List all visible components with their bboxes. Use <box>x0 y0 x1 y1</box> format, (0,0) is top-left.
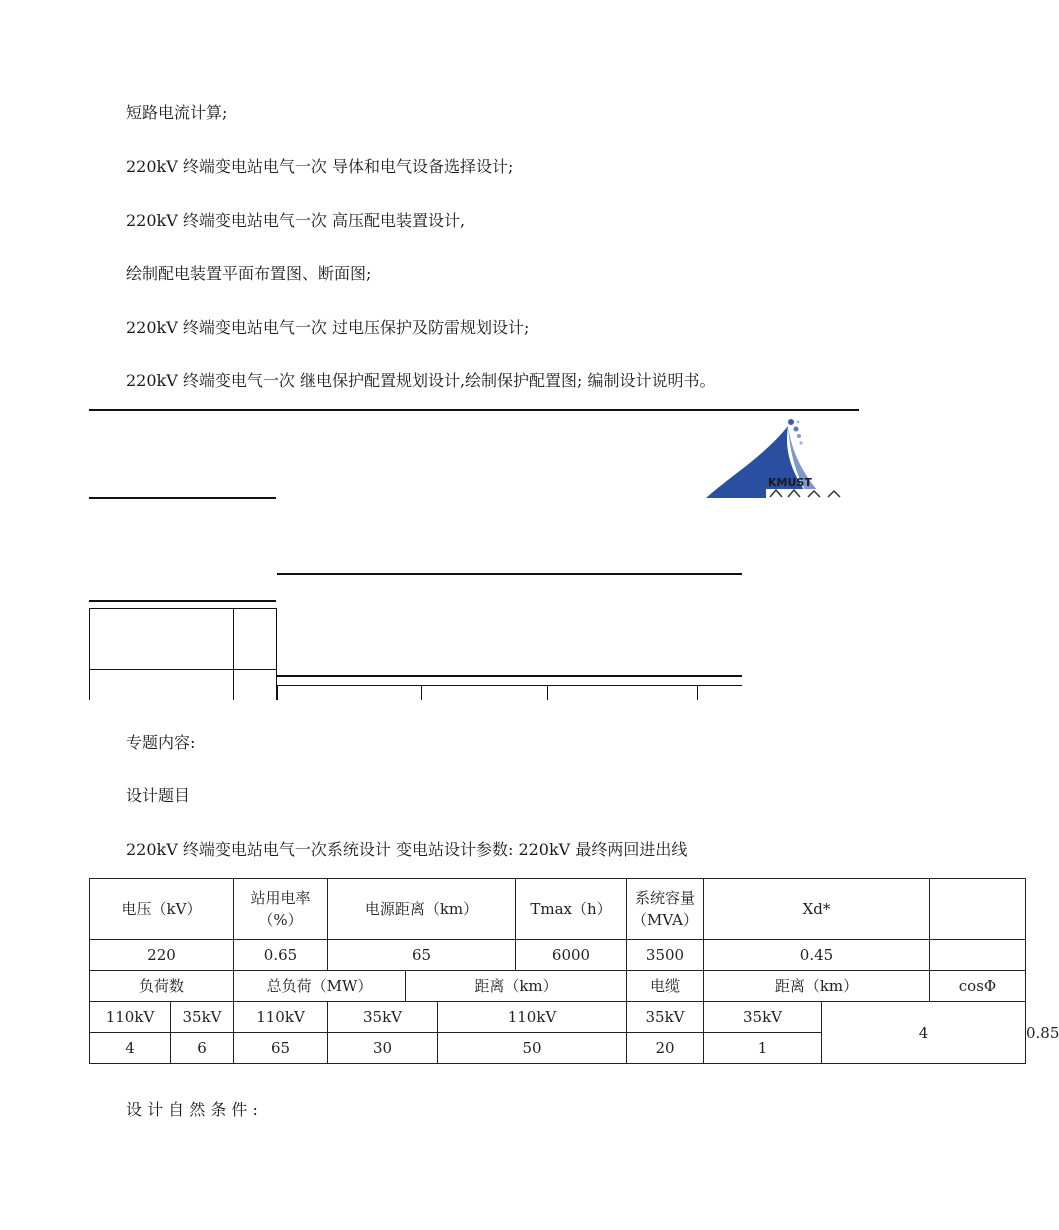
cover-info-box-divider <box>233 608 234 700</box>
cover-rule-right-thin <box>277 685 742 686</box>
cell-cable-35kv: 1 <box>704 1033 822 1064</box>
cover-info-box-row <box>89 669 277 670</box>
kmust-logo <box>700 418 862 498</box>
sub-header-total-110kv: 110kV <box>234 1002 328 1033</box>
cell-total-110kv: 65 <box>234 1033 328 1064</box>
text-line-relay-protection: 220kV 终端变电气一次 继电保护配置规划设计,绘制保护配置图; 编制设计说明书。 <box>126 371 716 390</box>
cover-rule-right <box>277 675 742 677</box>
logo-text: KMUST <box>768 476 812 489</box>
header-distance: 距离（km） <box>406 971 627 1002</box>
header-xd: Xd* <box>704 879 930 940</box>
natural-conditions-label: 设 计 自 然 条 件 : <box>126 1100 258 1119</box>
cell-tmax: 6000 <box>516 940 627 971</box>
cover-col-2 <box>421 685 422 700</box>
design-title-label: 设计题目 <box>126 786 191 805</box>
cell-empty <box>930 940 1026 971</box>
cell-load-35kv: 6 <box>171 1033 234 1064</box>
header-station-service-rate: 站用电率（%） <box>234 879 328 940</box>
text-line-equipment-selection: 220kV 终端变电站电气一次 导体和电气设备选择设计; <box>126 157 514 176</box>
cell-station-service-rate: 0.65 <box>234 940 328 971</box>
cover-col-1 <box>277 685 278 700</box>
header-empty <box>930 879 1026 940</box>
table-row <box>90 971 1026 1002</box>
cover-info-box <box>89 608 277 700</box>
header-voltage: 电压（kV） <box>90 879 234 940</box>
header-tmax: Tmax（h） <box>516 879 627 940</box>
cell-distance-35kv: 20 <box>627 1033 704 1064</box>
header-system-capacity: 系统容量（MVA） <box>627 879 704 940</box>
table-row <box>90 940 1026 971</box>
sub-header-cable-35kv: 35kV <box>704 1002 822 1033</box>
sub-header-distance-110kv: 110kV <box>438 1002 627 1033</box>
cover-underline-title <box>277 573 742 575</box>
sub-header-load-110kv: 110kV <box>90 1002 171 1033</box>
cell-distance-110kv: 50 <box>438 1033 627 1064</box>
table-row: 110kV 35kV 110kV 35kV 110kV 35kV 35kV 4 0.85 <box>90 1002 1026 1033</box>
cell-total-35kv: 30 <box>328 1033 438 1064</box>
cell-source-distance: 65 <box>328 940 516 971</box>
design-title: 220kV 终端变电站电气一次系统设计 变电站设计参数: 220kV 最终两回进出线 <box>126 840 688 859</box>
text-line-layout-drawing: 绘制配电装置平面布置图、断面图; <box>126 264 372 283</box>
header-load-count: 负荷数 <box>90 971 234 1002</box>
text-line-short-circuit: 短路电流计算; <box>126 103 228 122</box>
cover-underline-left <box>89 497 276 499</box>
header-rule <box>89 409 859 411</box>
cell-system-capacity: 3500 <box>627 940 704 971</box>
header-cable-distance: 距离（km） <box>704 971 930 1002</box>
header-cable: 电缆 <box>627 971 704 1002</box>
text-line-hv-switchgear: 220kV 终端变电站电气一次 高压配电装置设计, <box>126 211 466 230</box>
cover-col-4 <box>697 685 698 700</box>
sub-header-load-35kv: 35kV <box>171 1002 234 1033</box>
topic-label: 专题内容: <box>126 733 196 752</box>
cell-voltage: 220 <box>90 940 234 971</box>
sub-header-total-35kv: 35kV <box>328 1002 438 1033</box>
cover-rule-left <box>89 600 276 602</box>
header-total-load: 总负荷（MW） <box>234 971 406 1002</box>
header-cos-phi: cosΦ <box>930 971 1026 1002</box>
cell-load-110kv: 4 <box>90 1033 171 1064</box>
table-row <box>90 879 1026 940</box>
cell-xd: 0.45 <box>704 940 930 971</box>
text-line-overvoltage: 220kV 终端变电站电气一次 过电压保护及防雷规划设计; <box>126 318 530 337</box>
cover-col-3 <box>547 685 548 700</box>
cell-cable-distance: 4 <box>822 1002 1026 1064</box>
design-parameters-table <box>89 878 1059 1064</box>
header-source-distance: 电源距离（km） <box>328 879 516 940</box>
sub-header-distance-35kv: 35kV <box>627 1002 704 1033</box>
